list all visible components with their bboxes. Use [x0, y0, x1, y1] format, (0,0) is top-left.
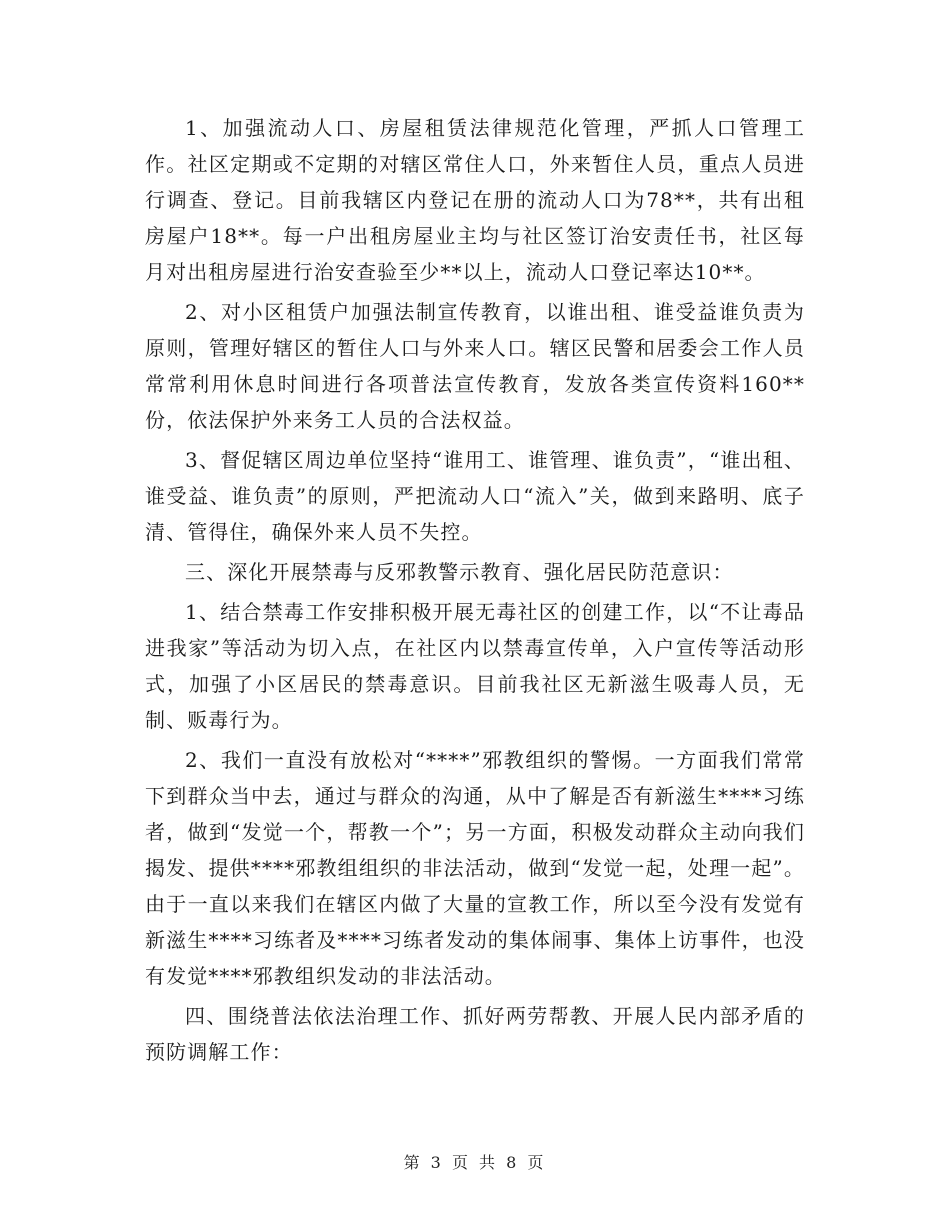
paragraph-4: 1、结合禁毒工作安排积极开展无毒社区的创建工作，以“不让毒品进我家”等活动为切入点，在社区内以禁毒宣传单，入户宣传等活动形式，加强了小区居民的禁毒意识。目前我社区无新滋生吸毒人员，无制、贩毒行为。	[145, 600, 805, 732]
document-body	[145, 110, 805, 1074]
paragraph-5: 2、我们一直没有放松对“****”邪教组织的警惕。一方面我们常常下到群众当中去，通过与群众的沟通，从中了解是否有新滋生****习练者，做到“发觉一个，帮教一个”；另一方面，积极发动群众主动向我们揭发、提供****邪教组组织的非法活动，做到“发觉一起，处理一起”。由于一直以来我们在辖区内做了大量的宣教工作，所以至今没有发觉有新滋生****习练者及****习练者发动的集体闹事、集体上访事件，也没有发觉****邪教组织发动的非法活动。	[145, 748, 805, 988]
page-number-footer: 第 3 页 共 8 页	[403, 1153, 547, 1172]
section-heading-4: 四、围绕普法依法治理工作、抓好两劳帮教、开展人民内部矛盾的预防调解工作：	[145, 1004, 805, 1064]
paragraph-1: 1、加强流动人口、房屋租赁法律规范化管理，严抓人口管理工作。社区定期或不定期的对辖区常住人口，外来暂住人员，重点人员进行调查、登记。目前我辖区内登记在册的流动人口为78**，共有出租房屋户18**。每一户出租房屋业主均与社区签订治安责任书，社区每月对出租房屋进行治安查验至少**以上，流动人口登记率达10**。	[145, 116, 805, 284]
paragraph-3: 3、督促辖区周边单位坚持“谁用工、谁管理、谁负责”，“谁出租、谁受益、谁负责”的原则，严把流动人口“流入”关，做到来路明、底子清、管得住，确保外来人员不失控。	[145, 448, 805, 544]
section-heading-3: 三、深化开展禁毒与反邪教警示教育、强化居民防范意识：	[185, 560, 734, 584]
paragraph-2: 2、对小区租赁户加强法制宣传教育，以谁出租、谁受益谁负责为原则，管理好辖区的暂住人口与外来人口。辖区民警和居委会工作人员常常利用休息时间进行各项普法宣传教育，发放各类宣传资料160**份，依法保护外来务工人员的合法权益。	[145, 300, 805, 432]
